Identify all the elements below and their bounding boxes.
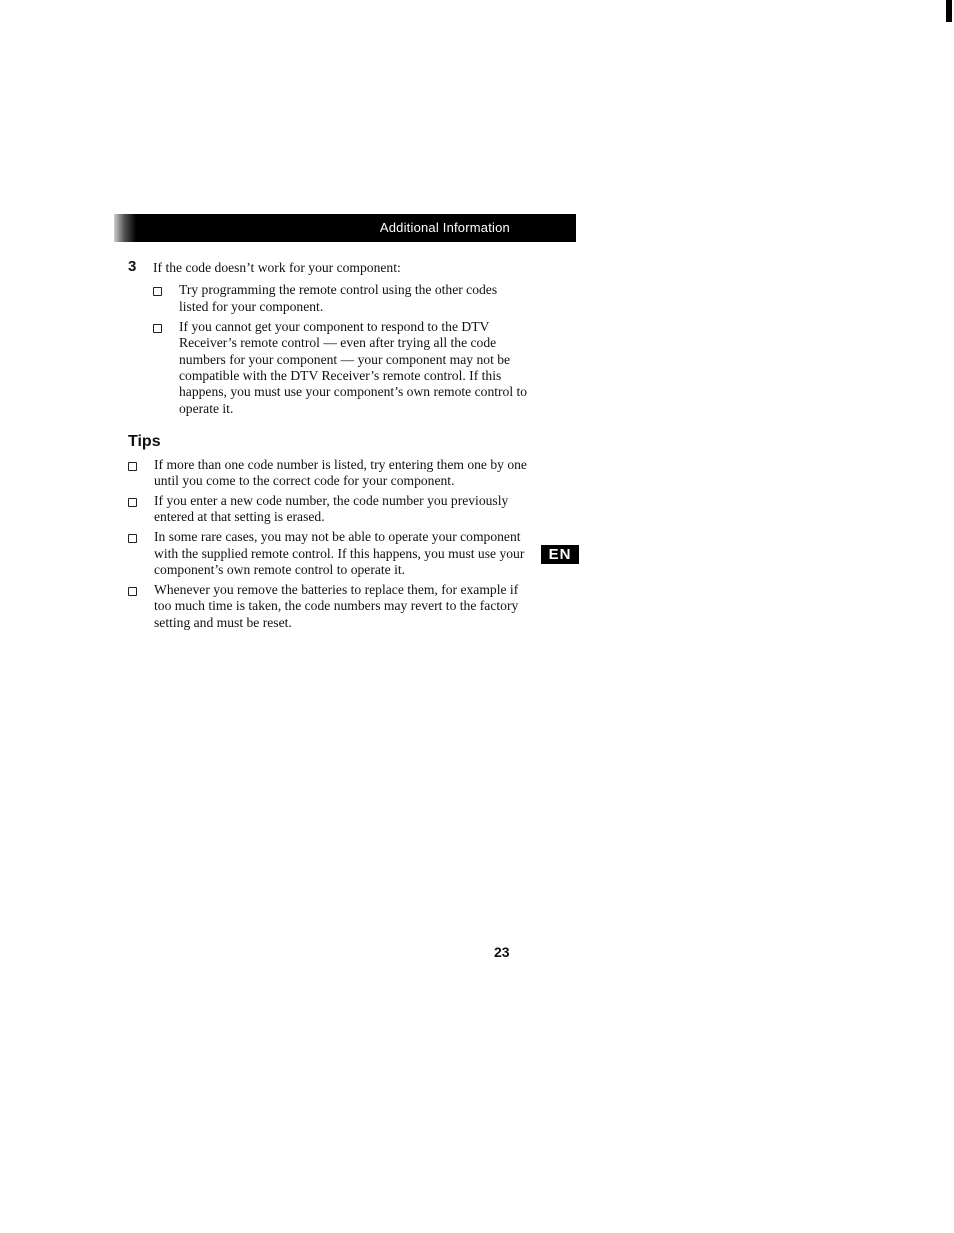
step-text: If the code doesn’t work for your component: [153, 260, 401, 275]
section-header-bar [114, 214, 576, 242]
language-badge: EN [541, 545, 579, 564]
section-header-title: Additional Information [379, 220, 510, 235]
page-content [128, 258, 528, 635]
tips-list [128, 457, 528, 632]
checkbox-bullet-icon [153, 287, 162, 296]
list-item-text: Whenever you remove the batteries to replace them, for example if too much time is taken, the code numbers may revert to the factory setting and must be reset. [154, 581, 519, 630]
checkbox-bullet-icon [128, 587, 137, 596]
tips-heading: Tips [128, 433, 161, 451]
list-item [128, 529, 528, 578]
step-number: 3 [128, 258, 137, 275]
step-sub-list [153, 282, 528, 417]
page-edge-mark [946, 0, 952, 22]
list-item [128, 457, 528, 490]
checkbox-bullet-icon [128, 534, 137, 543]
list-item-text: In some rare cases, you may not be able to operate your component with the supplied remote control. If this happens, you must use your component’s own remote control to operate it. [154, 529, 525, 577]
list-item [128, 493, 528, 526]
list-item-text: If you cannot get your component to respond to the DTV Receiver’s remote control — even after trying all the code numbers for your component — your component may not be compatible with the DTV Receiver’s remote control. If this happens, you must use your component’s own remote control to operate it. [179, 318, 528, 416]
checkbox-bullet-icon [153, 324, 162, 333]
list-item [128, 582, 528, 631]
list-item-text: If more than one code number is listed, try entering them one by one until you come to the correct code for your component. [154, 456, 527, 488]
checkbox-bullet-icon [128, 462, 137, 471]
checkbox-bullet-icon [128, 498, 137, 507]
list-item [153, 319, 528, 417]
page-number: 23 [494, 944, 510, 960]
list-item-text: If you enter a new code number, the code number you previously entered at that setting is erased. [154, 492, 509, 525]
list-item [153, 282, 528, 315]
step-3 [128, 258, 528, 276]
list-item-text: Try programming the remote control using the other codes listed for your component. [179, 282, 498, 314]
